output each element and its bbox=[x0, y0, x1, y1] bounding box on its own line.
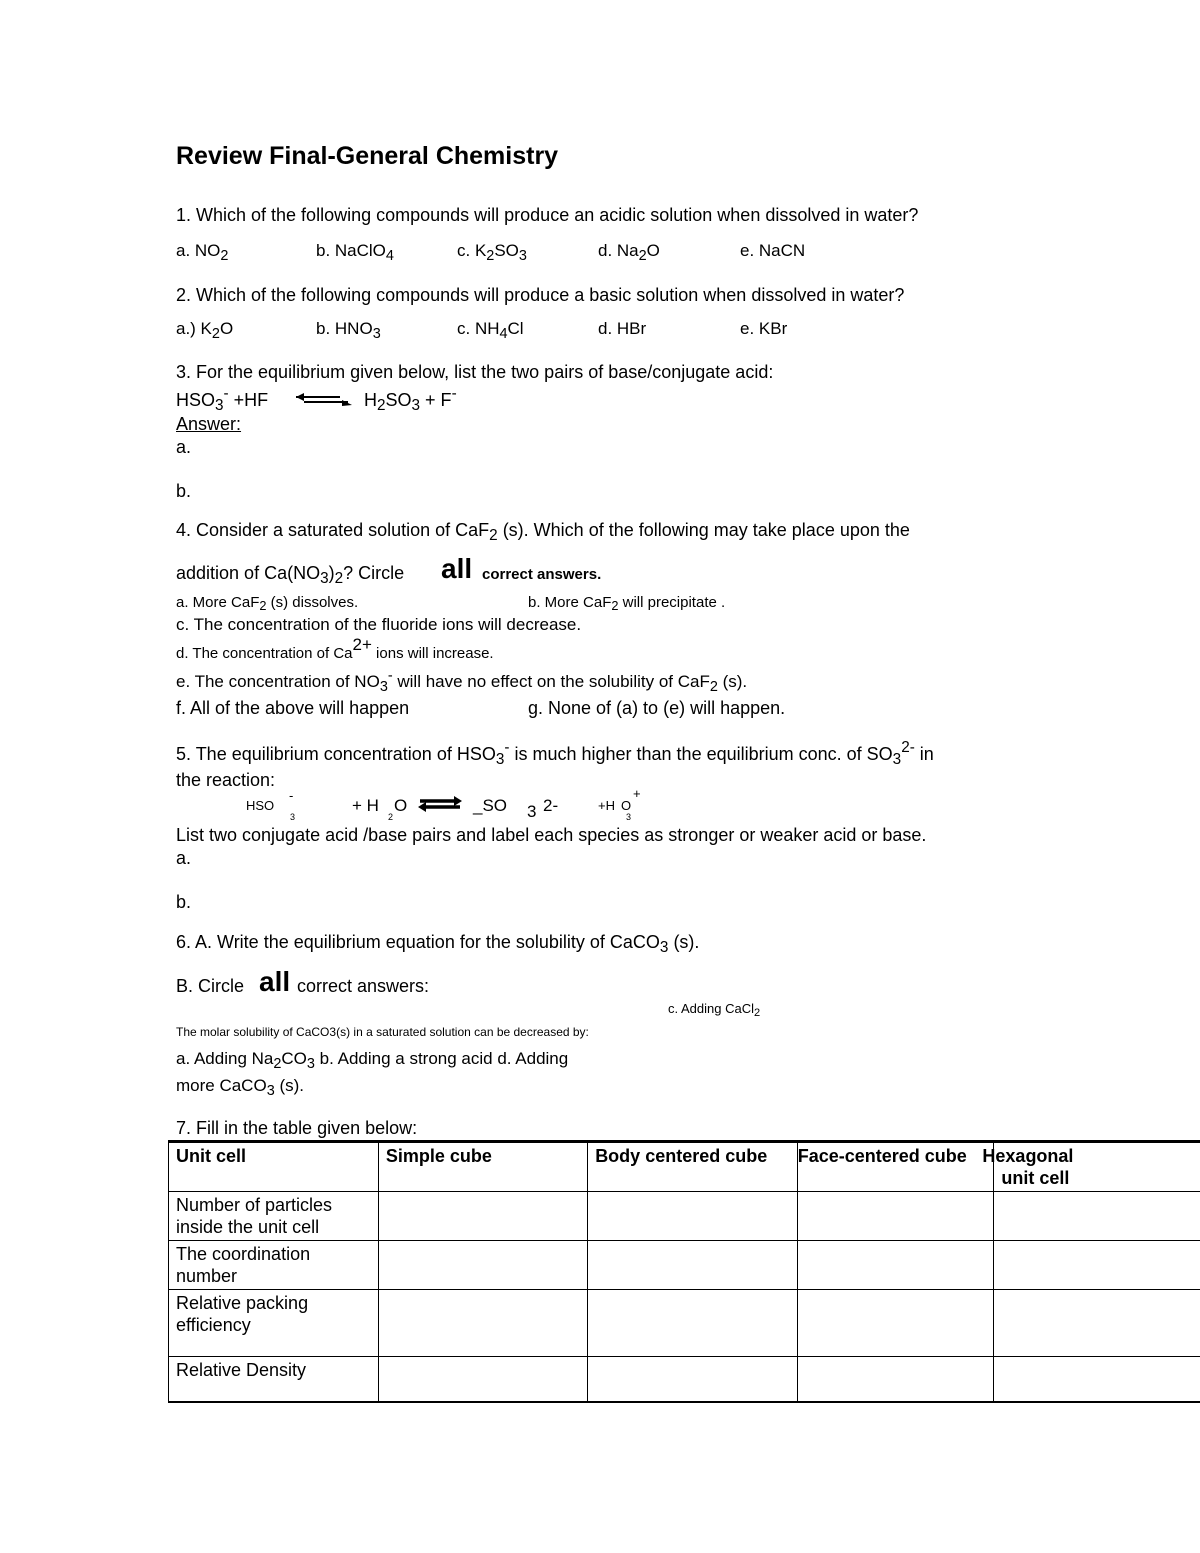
unit-cell-table bbox=[168, 1140, 1200, 1403]
q5-eq-plus-h: + H bbox=[352, 796, 379, 815]
q3-answer-a: a. bbox=[176, 437, 192, 457]
q6-option-more: more CaCO$_3$ (s). bbox=[176, 1076, 304, 1099]
table-row bbox=[169, 1290, 1200, 1357]
row-label: The coordination number bbox=[169, 1241, 379, 1290]
q3-answer-b: b. bbox=[176, 481, 192, 501]
q2-option-d: d. HBr bbox=[598, 319, 647, 338]
q5-eq-minus: - bbox=[289, 788, 294, 803]
q5-answer-b: b. bbox=[176, 892, 192, 912]
table-cell[interactable] bbox=[378, 1290, 587, 1357]
table-cell[interactable] bbox=[994, 1290, 1200, 1357]
q4-all-word: all bbox=[441, 553, 473, 584]
table-row bbox=[169, 1241, 1200, 1290]
equilibrium-arrow-bold-icon bbox=[416, 796, 464, 812]
q2-option-a: a.) $K_2O$ bbox=[176, 319, 234, 342]
header-simple-cube: Simple cube bbox=[378, 1142, 587, 1192]
row-label: Relative Density bbox=[169, 1357, 379, 1403]
q2-question: 2. Which of the following compounds will produce a basic solution when dissolved in water? bbox=[176, 285, 905, 305]
table-cell[interactable] bbox=[797, 1192, 994, 1241]
q4-option-e: e. The concentration of $NO_3^-$ will have no effect on the solubility of CaF$_2$ (s). bbox=[176, 667, 748, 695]
q5-line2: the reaction: bbox=[176, 770, 276, 790]
equilibrium-arrow-icon bbox=[294, 392, 354, 408]
q2-option-e: e. KBr bbox=[740, 319, 788, 338]
table-cell[interactable] bbox=[378, 1357, 587, 1403]
table-cell[interactable] bbox=[588, 1290, 798, 1357]
q4-line1: 4. Consider a saturated solution of CaF2 (s). Which of the following may take place upon the bbox=[176, 520, 910, 544]
q4-option-b: b. More CaF$_2$ will precipitate . bbox=[528, 594, 726, 614]
header-hexagonal-line2: unit cell bbox=[1001, 1168, 1070, 1188]
table-header-row bbox=[169, 1142, 1200, 1192]
q1-option-a: a. $NO_2$ bbox=[176, 241, 229, 264]
header-hexagonal bbox=[982, 1142, 1200, 1192]
q6-option-line: a. Adding $Na_2CO_3$ b. Adding a strong acid d. Adding bbox=[176, 1049, 569, 1072]
header-unit-cell: Unit cell bbox=[169, 1142, 379, 1192]
table-cell[interactable] bbox=[797, 1241, 994, 1290]
row-label: Relative packing efficiency bbox=[169, 1290, 379, 1357]
table-cell[interactable] bbox=[378, 1241, 587, 1290]
q5-eq-so-sub3: 3 bbox=[527, 802, 537, 821]
table-cell[interactable] bbox=[797, 1290, 994, 1357]
q4-option-f: f. All of the above will happen bbox=[176, 698, 410, 718]
page-title: Review Final-General Chemistry bbox=[176, 142, 559, 170]
q6-part-b: B. Circle bbox=[176, 976, 245, 996]
table-cell[interactable] bbox=[588, 1357, 798, 1403]
q5-eq-o2: O bbox=[621, 798, 632, 813]
row-label: Number of particles inside the unit cell bbox=[169, 1192, 379, 1241]
q4-line2: addition of Ca(NO3)2? Circle bbox=[176, 563, 405, 587]
q4-option-a: a. More CaF$_2$ (s) dissolves. bbox=[176, 594, 359, 614]
table-cell[interactable] bbox=[994, 1192, 1200, 1241]
table-cell[interactable] bbox=[588, 1192, 798, 1241]
q5-eq-sub2: 2 bbox=[388, 812, 394, 822]
table-row bbox=[169, 1192, 1200, 1241]
q5-eq-2minus: 2- bbox=[543, 796, 559, 815]
q6-option-c: c. Adding CaCl2 bbox=[668, 1001, 761, 1019]
q5-eq-plus-charge: + bbox=[633, 786, 641, 801]
q4-option-c: c. The concentration of the fluoride ions will decrease. bbox=[176, 615, 582, 634]
q5-eq-o: O bbox=[394, 796, 408, 815]
q3-equation-left: HSO3- +HF bbox=[176, 385, 269, 414]
q6-all-word: all bbox=[259, 966, 291, 997]
q6-part-b-rest: correct answers: bbox=[297, 976, 430, 996]
q5-answer-a: a. bbox=[176, 848, 192, 868]
q3-answer-label: Answer: bbox=[176, 414, 242, 434]
q5-line1: 5. The equilibrium concentration of HSO3- is much higher than the equilibrium conc. of SO32- in bbox=[176, 739, 934, 768]
q1-option-d: d. $Na_2O$ bbox=[598, 241, 660, 264]
table-cell[interactable] bbox=[994, 1241, 1200, 1290]
header-hexagonal-line1: Hexagonal bbox=[982, 1146, 1074, 1166]
q7-question: 7. Fill in the table given below: bbox=[176, 1118, 418, 1138]
header-body-centered-cube: Body centered cube bbox=[588, 1142, 798, 1192]
q5-instruction: List two conjugate acid /base pairs and label each species as stronger or weaker acid or base. bbox=[176, 825, 927, 845]
q5-eq-so: _SO bbox=[473, 796, 508, 815]
table-row bbox=[169, 1357, 1200, 1403]
q1-option-c: c. $K_2SO_3$ bbox=[457, 241, 527, 264]
q1-question: 1. Which of the following compounds will produce an acidic solution when dissolved in water? bbox=[176, 205, 919, 225]
q5-eq-plus-h2: +H bbox=[598, 798, 615, 813]
table-cell[interactable] bbox=[588, 1241, 798, 1290]
q4-option-d: d. The concentration of Ca2+ ions will increase. bbox=[176, 634, 494, 662]
header-face-centered-cube: Face-centered cube bbox=[797, 1142, 994, 1192]
q5-eq-hso: HSO bbox=[246, 798, 275, 813]
q6-molar-solubility: The molar solubility of CaCO3(s) in a saturated solution can be decreased by: bbox=[176, 1025, 589, 1039]
table-cell[interactable] bbox=[994, 1357, 1200, 1403]
table-cell[interactable] bbox=[378, 1192, 587, 1241]
q3-equation-right: H2SO3 + F- bbox=[364, 385, 457, 414]
q2-option-c: c. $NH_4Cl$ bbox=[457, 319, 524, 342]
q4-option-g: g. None of (a) to (e) will happen. bbox=[528, 698, 786, 718]
q2-option-b: b. $HNO_3$ bbox=[316, 319, 381, 342]
q6-part-a: 6. A. Write the equilibrium equation for the solubility of CaCO3 (s). bbox=[176, 932, 700, 956]
table-cell[interactable] bbox=[797, 1357, 994, 1403]
q3-question: 3. For the equilibrium given below, list the two pairs of base/conjugate acid: bbox=[176, 362, 774, 382]
q4-correct-answers: correct answers. bbox=[482, 566, 602, 583]
q5-eq-sub3b: 3 bbox=[626, 812, 632, 822]
q1-option-e: e. NaCN bbox=[740, 241, 806, 260]
q5-eq-sub3: 3 bbox=[290, 812, 296, 822]
q1-option-b: b. NaClO$_4$ bbox=[316, 241, 394, 264]
